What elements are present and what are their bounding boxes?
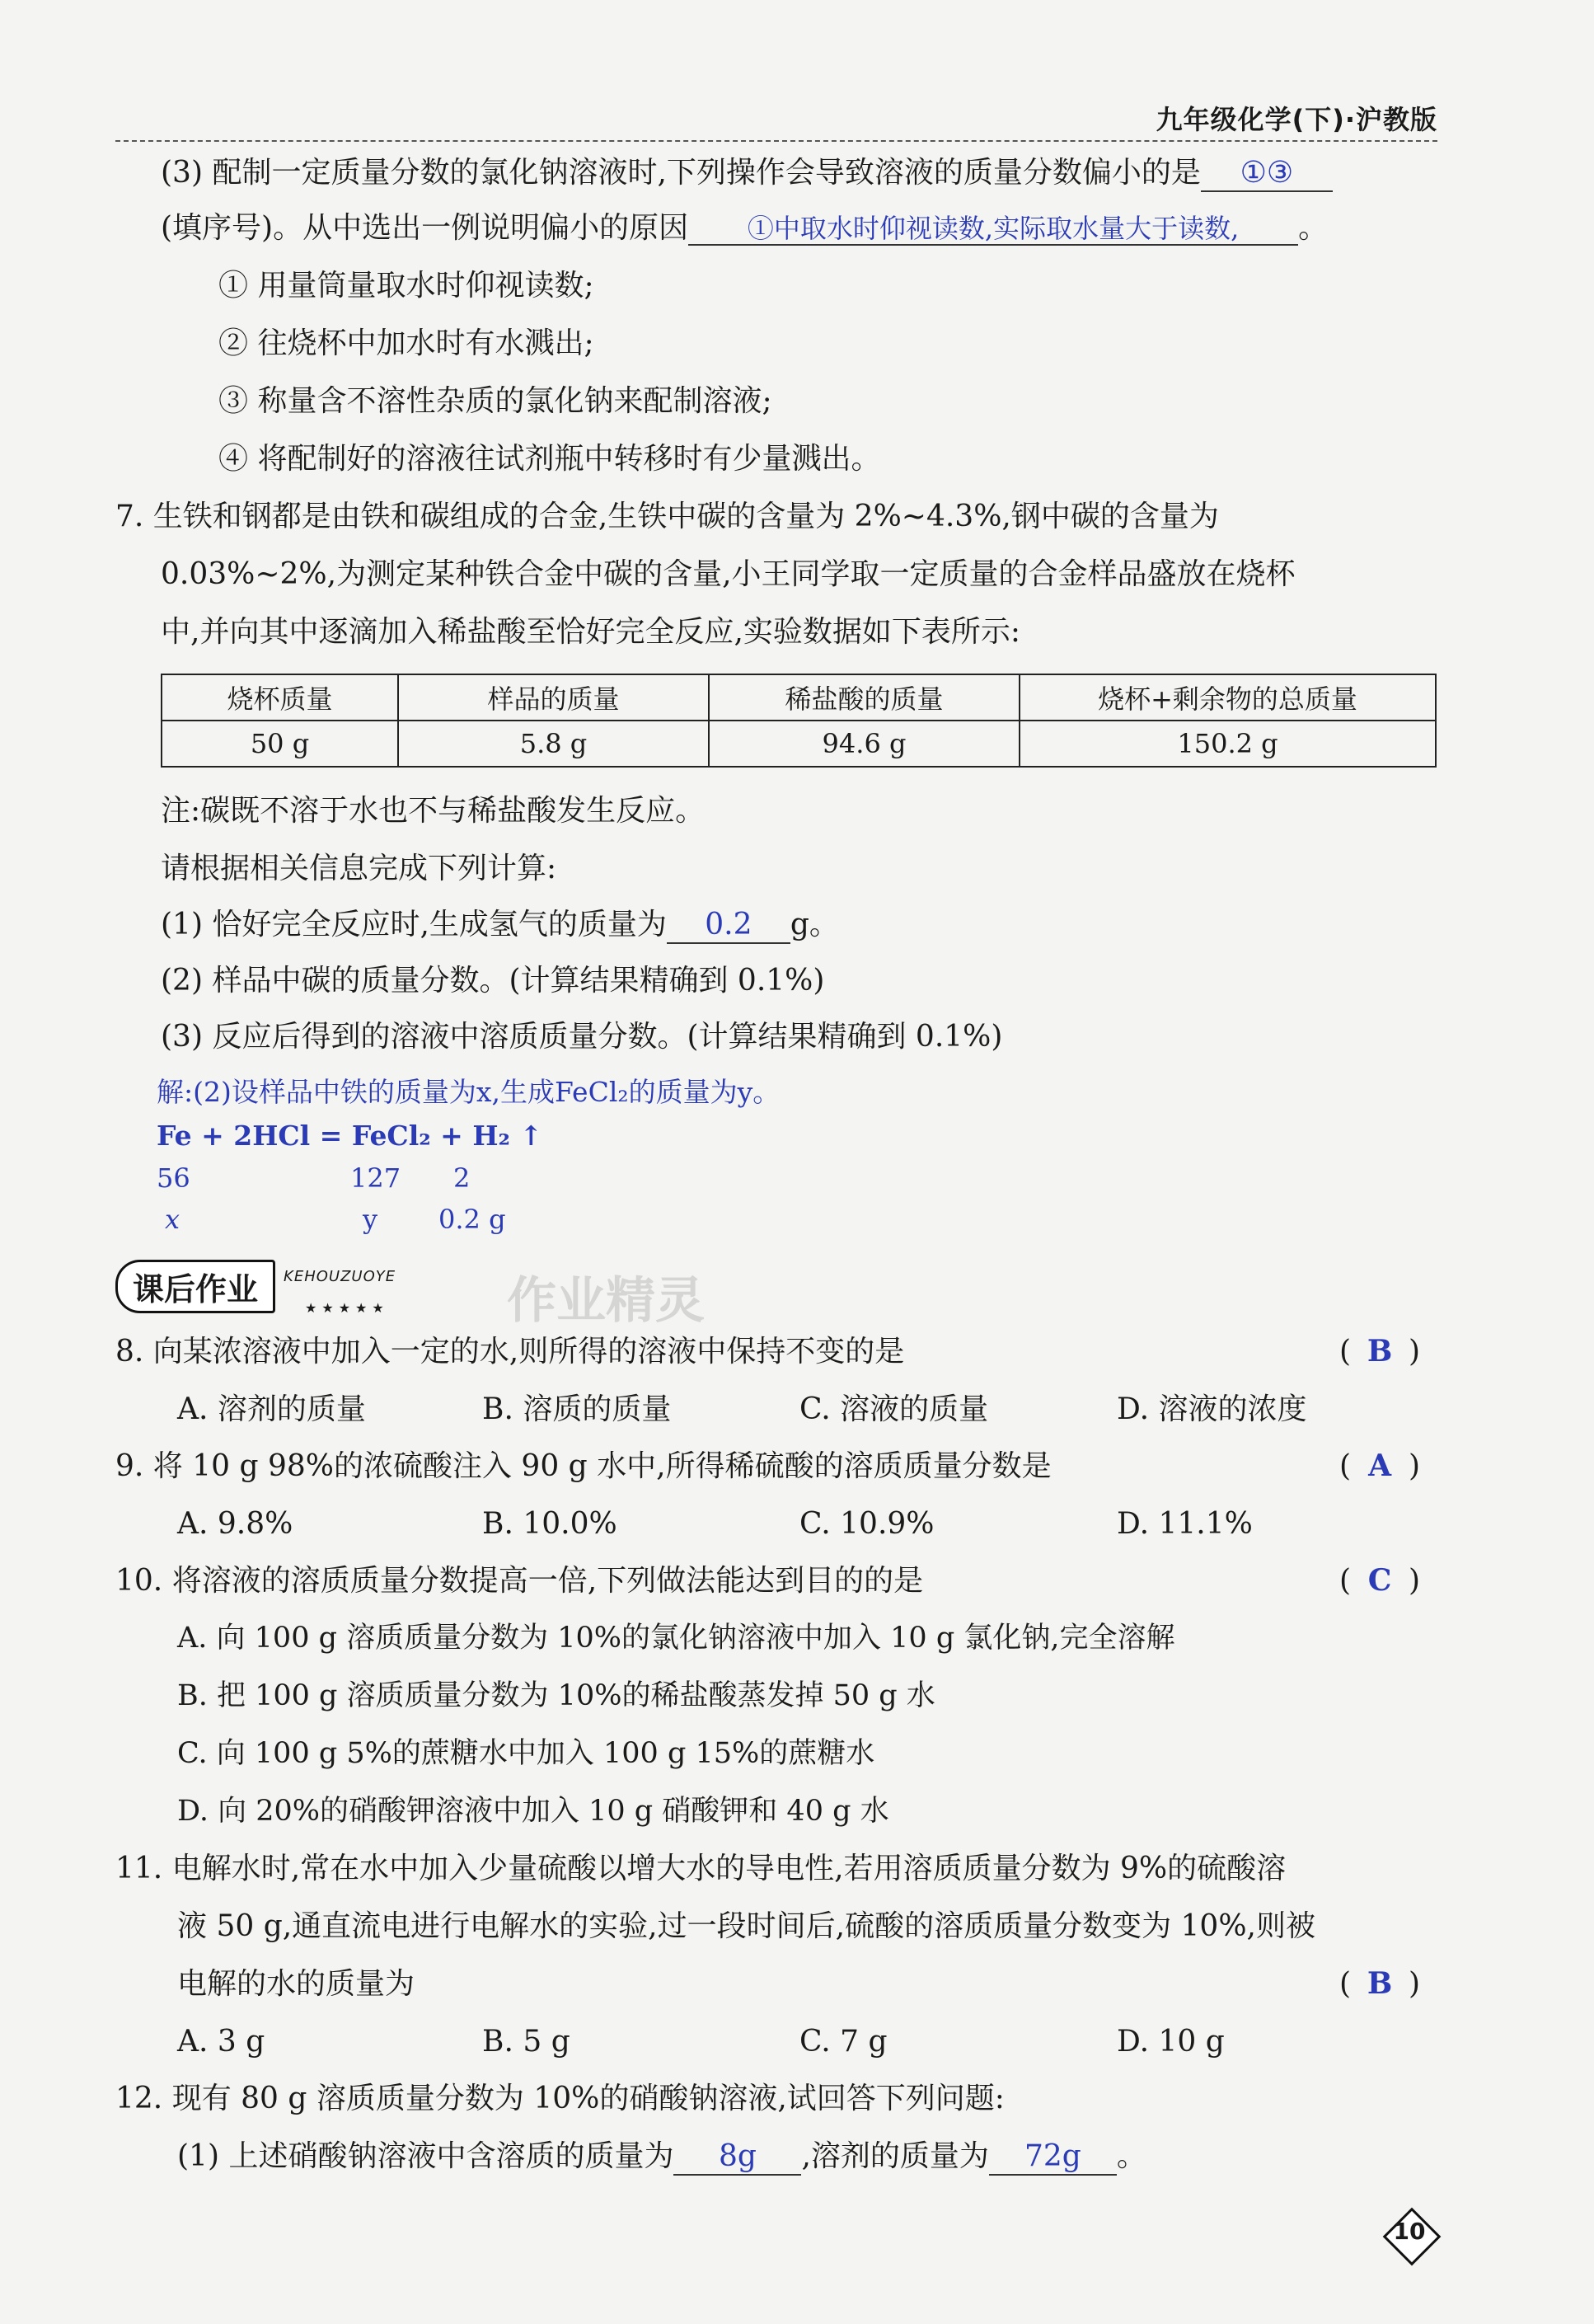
q10-option-c: C. 向 100 g 5%的蔗糖水中加入 100 g 15%的蔗糖水: [177, 1737, 875, 1770]
q10-option-b: B. 把 100 g 溶质质量分数为 10%的稀盐酸蒸发掉 50 g 水: [177, 1679, 935, 1712]
q6-option-1: ① 用量筒量取水时仰视读数;: [218, 269, 594, 303]
q6-option-3: ③ 称量含不溶性杂质的氯化钠来配制溶液;: [218, 384, 772, 418]
q7-part1-prefix: (1) 恰好完全反应时,生成氢气的质量为: [161, 908, 667, 941]
q9-stem: 9. 将 10 g 98%的浓硫酸注入 90 g 水中,所得稀硫酸的溶质质量分数是: [115, 1449, 1052, 1483]
q7-part1: [161, 907, 839, 944]
q12-part1-answer2: 72g: [989, 2139, 1117, 2176]
q7-part3: (3) 反应后得到的溶液中溶质质量分数。(计算结果精确到 0.1%): [161, 1020, 1003, 1054]
page-number: 10: [1393, 2218, 1426, 2245]
q12-part1: [177, 2139, 1146, 2176]
watermark: 作业精灵: [507, 1272, 705, 1330]
q7-part1-answer: 0.2: [667, 907, 790, 944]
q9-option-a: A. 9.8%: [177, 1507, 293, 1541]
table-header-cell: 稀盐酸的质量: [709, 674, 1020, 721]
q7-part1-suffix: g。: [790, 908, 839, 941]
q6-part3-period: 。: [1298, 211, 1329, 245]
q8-stem: 8. 向某浓溶液中加入一定的水,则所得的溶液中保持不变的是: [115, 1335, 905, 1369]
table-header-cell: 烧杯+剩余物的总质量: [1020, 674, 1436, 721]
q11-option-c: C. 7 g: [799, 2025, 888, 2059]
q11-option-b: B. 5 g: [482, 2025, 570, 2059]
q8-answer: B: [1367, 1334, 1393, 1369]
table-cell: 50 g: [162, 721, 398, 767]
section-badge-subtitle: KEHOUZUOYE: [284, 1267, 396, 1285]
q6-part3-line2-prefix: (填序号)。从中选出一例说明偏小的原因: [161, 211, 689, 245]
q7-solution-y: y: [363, 1204, 378, 1235]
q7-solution-h2-value: 0.2 g: [438, 1204, 506, 1235]
q11-stem-line1: 11. 电解水时,常在水中加入少量硫酸以增大水的导电性,若用溶质质量分数为 9%的硫酸溶: [115, 1852, 1287, 1885]
table-header-cell: 样品的质量: [398, 674, 709, 721]
q9-option-c: C. 10.9%: [799, 1507, 935, 1541]
q9-option-b: B. 10.0%: [482, 1507, 617, 1541]
q6-part3-prefix: (3) 配制一定质量分数的氯化钠溶液时,下列操作会导致溶液的质量分数偏小的是: [161, 156, 1201, 190]
q7-solution-equation: Fe + 2HCl = FeCl₂ + H₂ ↑: [157, 1120, 543, 1152]
q7-stem-line3: 中,并向其中逐滴加入稀盐酸至恰好完全反应,实验数据如下表所示:: [161, 615, 1021, 649]
header-divider: [115, 140, 1437, 142]
q6-part3-reason: ①中取水时仰视读数,实际取水量大于读数,: [688, 213, 1298, 246]
stars-decoration: ★★★★★: [305, 1300, 389, 1316]
q11-option-d: D. 10 g: [1117, 2025, 1225, 2059]
q9-answer: A: [1368, 1448, 1392, 1483]
q7-solution-line1: 解:(2)设样品中铁的质量为x,生成FeCl₂的质量为y。: [157, 1076, 781, 1108]
q11-answer: B: [1367, 1966, 1393, 2001]
table-header-cell: 烧杯质量: [162, 674, 398, 721]
table-cell: 94.6 g: [709, 721, 1020, 767]
q9-option-d: D. 11.1%: [1117, 1507, 1253, 1541]
q12-part1-suffix: 。: [1116, 2139, 1146, 2173]
q10-stem: 10. 将溶液的溶质质量分数提高一倍,下列做法能达到目的的是: [115, 1564, 924, 1598]
q7-stem-line2: 0.03%~2%,为测定某种铁合金中碳的含量,小王同学取一定质量的合金样品盛放在烧杯: [161, 557, 1296, 591]
q8-option-b: B. 溶质的质量: [482, 1392, 672, 1426]
q10-option-a: A. 向 100 g 溶质质量分数为 10%的氯化钠溶液中加入 10 g 氯化钠,完全溶解: [177, 1622, 1175, 1655]
q7-stem-line1: 7. 生铁和钢都是由铁和碳组成的合金,生铁中碳的含量为 2%~4.3%,钢中碳的含量为: [115, 500, 1219, 533]
q9-answer-paren: ( A ): [1339, 1448, 1421, 1483]
q8-answer-paren: ( B ): [1339, 1334, 1421, 1369]
q6-option-2: ② 往烧杯中加水时有水溅出;: [218, 326, 594, 360]
page-header-title: 九年级化学(下)·沪教版: [1156, 104, 1437, 135]
q8-option-a: A. 溶剂的质量: [177, 1392, 366, 1426]
table-cell: 150.2 g: [1020, 721, 1436, 767]
q7-solution-fe-mass: 56: [157, 1162, 190, 1194]
q7-solution-x: x: [165, 1204, 180, 1235]
q12-stem: 12. 现有 80 g 溶质质量分数为 10%的硝酸钠溶液,试回答下列问题:: [115, 2082, 1005, 2115]
q8-option-d: D. 溶液的浓度: [1117, 1392, 1307, 1426]
q8-option-c: C. 溶液的质量: [799, 1392, 989, 1426]
q10-answer-paren: ( C ): [1339, 1563, 1421, 1598]
q11-stem-line3: 电解的水的质量为: [177, 1967, 415, 2001]
q7-part2: (2) 样品中碳的质量分数。(计算结果精确到 0.1%): [161, 964, 825, 998]
q7-solution-h2-mass: 2: [453, 1162, 471, 1194]
q11-option-a: A. 3 g: [177, 2025, 265, 2059]
q6-part3-answer: ①③: [1201, 155, 1333, 192]
page-number-badge: [1385, 2209, 1434, 2259]
q12-part1-prefix: (1) 上述硝酸钠溶液中含溶质的质量为: [177, 2139, 674, 2173]
q11-answer-paren: ( B ): [1339, 1966, 1421, 2001]
q7-note: 注:碳既不溶于水也不与稀盐酸发生反应。: [161, 794, 706, 828]
q7-instruction: 请根据相关信息完成下列计算:: [161, 852, 557, 885]
table-row: [162, 721, 1436, 767]
q12-part1-mid: ,溶剂的质量为: [801, 2139, 989, 2173]
q10-answer: C: [1367, 1563, 1392, 1598]
q7-data-table: [161, 674, 1437, 768]
q7-solution-fecl2-mass: 127: [350, 1162, 401, 1194]
table-cell: 5.8 g: [398, 721, 709, 767]
q6-part3-line1: [161, 155, 1333, 192]
table-header-row: [162, 674, 1436, 721]
q6-part3-line2: [161, 210, 1328, 246]
q12-part1-answer1: 8g: [673, 2139, 801, 2176]
section-badge-title: 课后作业: [115, 1260, 275, 1313]
q6-option-4: ④ 将配制好的溶液往试剂瓶中转移时有少量溅出。: [218, 442, 881, 476]
q10-option-d: D. 向 20%的硝酸钾溶液中加入 10 g 硝酸钾和 40 g 水: [177, 1795, 889, 1828]
q11-stem-line2: 液 50 g,通直流电进行电解水的实验,过一段时间后,硫酸的溶质质量分数变为 10%,则被: [177, 1909, 1315, 1943]
